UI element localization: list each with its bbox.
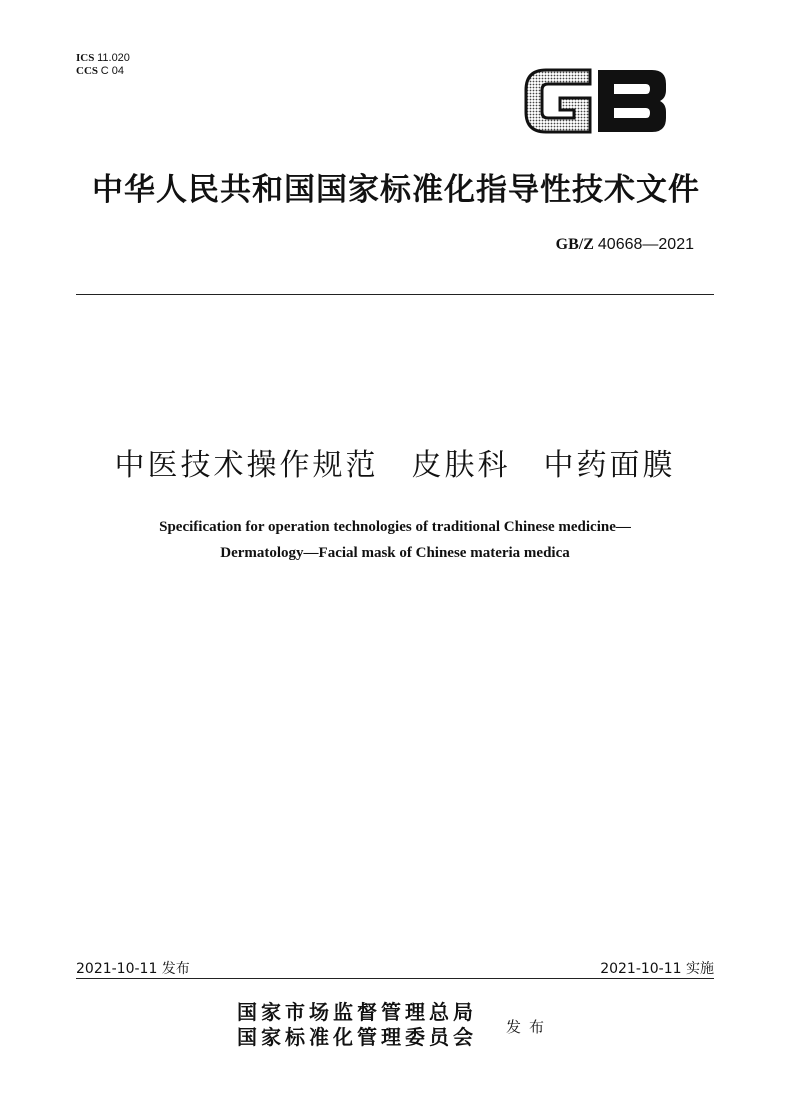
- implementation-date: 2021-10-11 实施: [600, 961, 714, 977]
- ics-value: 11.020: [97, 52, 130, 64]
- issue-date: 2021-10-11 发布: [76, 961, 190, 977]
- standard-prefix: GB/Z: [555, 236, 594, 253]
- ccs-value: C 04: [100, 65, 125, 77]
- ics-line: [76, 52, 130, 65]
- ccs-label: CCS: [76, 65, 99, 77]
- publish-label: 发布: [506, 1018, 553, 1036]
- classification-codes: [76, 52, 130, 78]
- title-english: [60, 514, 730, 566]
- document-type: 中华人民共和国国家标准化指导性技术文件: [92, 172, 700, 208]
- issuer-sac: 国家标准化管理委员会: [237, 1025, 477, 1049]
- standard-number-value: 40668—2021: [597, 236, 694, 253]
- ccs-line: [76, 65, 130, 78]
- standard-number: [556, 236, 694, 254]
- issuer-samr: 国家市场监督管理总局: [237, 1000, 477, 1024]
- gb-logo: [520, 62, 672, 140]
- issuing-authorities: [237, 1000, 477, 1050]
- title-chinese: 中医技术操作规范 皮肤科 中药面膜: [114, 448, 676, 483]
- title-english-line2: Dermatology—Facial mask of Chinese materia medica: [220, 545, 570, 561]
- ics-label: ICS: [76, 52, 95, 64]
- title-english-line1: Specification for operation technologies of traditional Chinese medicine—: [159, 519, 631, 535]
- bottom-divider: [76, 978, 714, 979]
- top-divider: [76, 294, 714, 295]
